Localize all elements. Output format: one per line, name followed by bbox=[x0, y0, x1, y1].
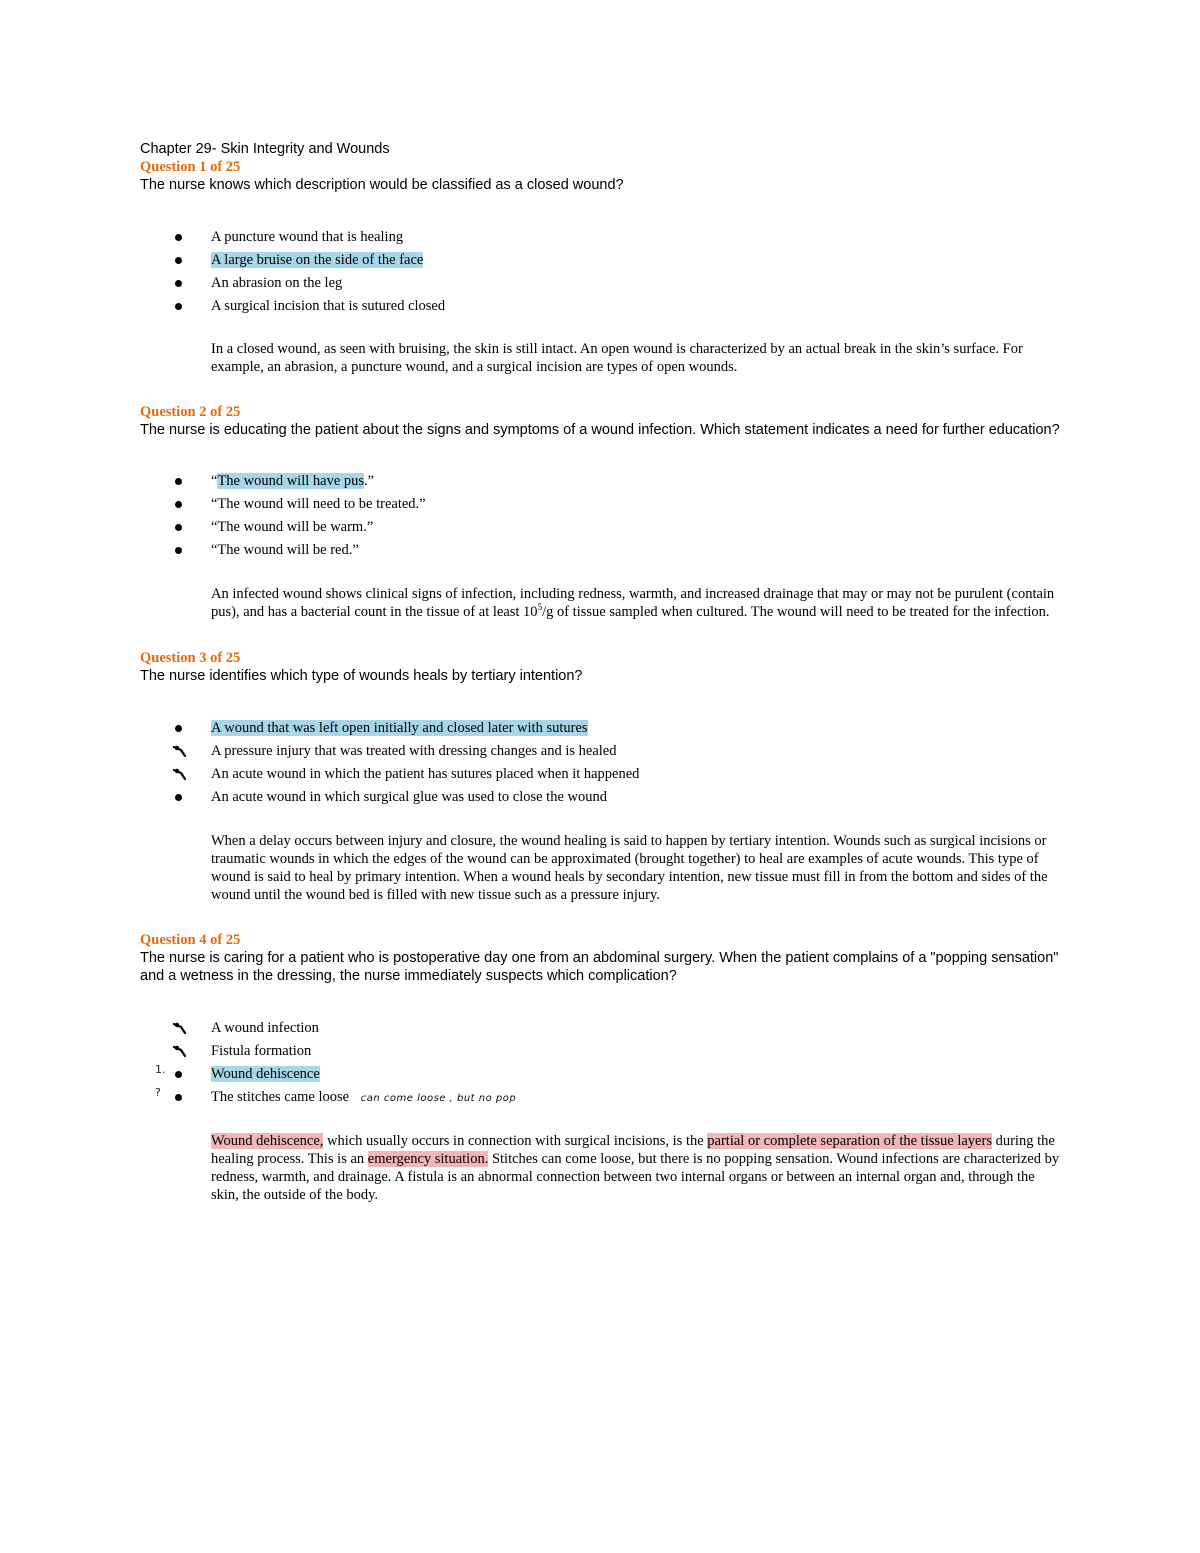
pen-tick-icon bbox=[173, 744, 189, 758]
bullet-icon bbox=[175, 725, 182, 732]
answer-option bbox=[140, 1086, 1065, 1110]
question-stem: The nurse knows which description would be classified as a closed wound? bbox=[140, 177, 624, 193]
close-quote: .” bbox=[364, 473, 375, 489]
bullet-icon bbox=[175, 478, 182, 485]
bullet-icon bbox=[175, 524, 182, 531]
answer-options bbox=[140, 717, 1065, 809]
answer-option-correct bbox=[140, 717, 1065, 740]
answer-option-text: An acute wound in which surgical glue was used to close the wound bbox=[211, 789, 607, 805]
document-page bbox=[140, 140, 1065, 1204]
highlighted-answer-text: A large bruise on the side of the face bbox=[211, 252, 424, 268]
pen-tick-icon bbox=[173, 767, 189, 781]
answer-option-crossed bbox=[140, 1040, 1065, 1063]
highlighted-explanation-text: emergency situation. bbox=[367, 1151, 489, 1167]
explanation-text: which usually occurs in connection with surgical incisions, is the bbox=[323, 1133, 708, 1149]
bullet-icon bbox=[175, 501, 182, 508]
answer-explanation: In a closed wound, as seen with bruising, the skin is still intact. An open wound is characterized by an actual break in the skin’s surface. For example, an abrasion, a puncture wound, and a surgical incision are types of open wounds. bbox=[211, 341, 1023, 375]
question-heading: Question 2 of 25 bbox=[140, 404, 241, 420]
answer-option-text: An acute wound in which the patient has sutures placed when it happened bbox=[211, 766, 640, 782]
question-stem: The nurse is educating the patient about the signs and symptoms of a wound infection. Which statement indicates a need for further education? bbox=[140, 422, 1060, 438]
question-heading: Question 3 of 25 bbox=[140, 650, 241, 666]
answer-option bbox=[140, 295, 1065, 318]
question-stem: The nurse identifies which type of wounds heals by tertiary intention? bbox=[140, 668, 583, 684]
highlighted-answer-text: A wound that was left open initially and closed later with sutures bbox=[211, 720, 588, 736]
answer-option-crossed bbox=[140, 1017, 1065, 1040]
explanation-text: during the healing process. This is an bbox=[211, 1133, 1055, 1167]
answer-option-text: “The wound will be red.” bbox=[211, 542, 359, 558]
document-title: Chapter 29- Skin Integrity and Wounds bbox=[140, 141, 390, 157]
answer-option bbox=[140, 272, 1065, 295]
bullet-icon bbox=[175, 794, 182, 801]
bullet-icon bbox=[175, 1094, 182, 1101]
question-heading: Question 4 of 25 bbox=[140, 932, 241, 948]
answer-option bbox=[140, 493, 1065, 516]
answer-option-text: A pressure injury that was treated with dressing changes and is healed bbox=[211, 743, 617, 759]
answer-option-crossed bbox=[140, 740, 1065, 763]
answer-explanation bbox=[140, 1132, 1061, 1204]
question-stem: The nurse is caring for a patient who is postoperative day one from an abdominal surgery. When the patient complains of a "popping sensation" and a wetness in the dressing, the nurse immediately suspects which complication? bbox=[140, 950, 1059, 984]
answer-explanation bbox=[140, 585, 1061, 621]
bullet-icon bbox=[175, 257, 182, 264]
bullet-icon bbox=[175, 234, 182, 241]
handwritten-margin-note: 1. bbox=[155, 1063, 166, 1076]
bullet-icon bbox=[175, 303, 182, 310]
answer-option-text: A puncture wound that is healing bbox=[211, 229, 404, 245]
question-block-3 bbox=[140, 649, 1065, 904]
answer-option-text: “The wound will be warm.” bbox=[211, 519, 374, 535]
answer-option-crossed bbox=[140, 763, 1065, 786]
answer-option-correct bbox=[140, 1063, 1065, 1086]
answer-option-correct bbox=[140, 470, 1065, 493]
bullet-icon bbox=[175, 1071, 182, 1078]
explanation-text: /g of tissue sampled when cultured. The wound will need to be treated for the infection. bbox=[542, 604, 1050, 620]
highlighted-answer-text: The wound will have pus bbox=[217, 473, 365, 489]
answer-option-text: A surgical incision that is sutured closed bbox=[211, 298, 446, 314]
answer-option-text: A wound infection bbox=[211, 1020, 319, 1036]
explanation-text: Stitches can come loose, but there is no popping sensation. Wound infections are characterized by redness, warmth, and drainage. A fistula is an abnormal connection between two internal organs or between an internal organ and, through the skin, the outside of the body. bbox=[211, 1151, 1060, 1203]
open-quote: “ bbox=[211, 473, 218, 489]
answer-options bbox=[140, 226, 1065, 318]
highlighted-answer-text: Wound dehiscence bbox=[211, 1066, 320, 1082]
answer-option-text: An abrasion on the leg bbox=[211, 275, 343, 291]
answer-options bbox=[140, 470, 1065, 562]
answer-option bbox=[140, 539, 1065, 562]
answer-explanation: When a delay occurs between injury and closure, the wound healing is said to happen by tertiary intention. Wounds such as surgical incisions or traumatic wounds in which the edges of the wound can be approximated (brought together) to heal are examples of acute wounds. This type of wound is said to heal by primary intention. When a wound heals by secondary intention, new tissue must fill in from the bottom and sides of the wound until the wound bed is filled with new tissue such as a pressure injury. bbox=[211, 833, 1048, 903]
pen-tick-icon bbox=[173, 1021, 189, 1035]
bullet-icon bbox=[175, 547, 182, 554]
answer-option bbox=[140, 786, 1065, 809]
bullet-icon bbox=[175, 280, 182, 287]
question-heading: Question 1 of 25 bbox=[140, 159, 241, 175]
question-block-4 bbox=[140, 931, 1065, 1204]
explanation-text: An infected wound shows clinical signs of infection, including redness, warmth, and increased drainage that may or may not be purulent (contain pus), and has a bacterial count in the tissue of at least 10 bbox=[211, 586, 1055, 620]
answer-option bbox=[140, 226, 1065, 249]
answer-options bbox=[140, 1017, 1065, 1110]
handwritten-annotation: can come loose , but no pop bbox=[360, 1093, 517, 1104]
question-block-1 bbox=[140, 158, 1065, 376]
highlighted-explanation-text: partial or complete separation of the tissue layers bbox=[707, 1133, 992, 1149]
handwritten-margin-note: ? bbox=[155, 1086, 161, 1099]
answer-option-text: Fistula formation bbox=[211, 1043, 312, 1059]
answer-option-correct bbox=[140, 249, 1065, 272]
answer-option bbox=[140, 516, 1065, 539]
question-block-2 bbox=[140, 403, 1065, 621]
pen-tick-icon bbox=[173, 1044, 189, 1058]
answer-option-text: “The wound will need to be treated.” bbox=[211, 496, 426, 512]
superscript: 5 bbox=[537, 602, 543, 613]
answer-option-text: The stitches came loose bbox=[211, 1089, 350, 1105]
highlighted-explanation-text: Wound dehiscence, bbox=[211, 1133, 324, 1149]
